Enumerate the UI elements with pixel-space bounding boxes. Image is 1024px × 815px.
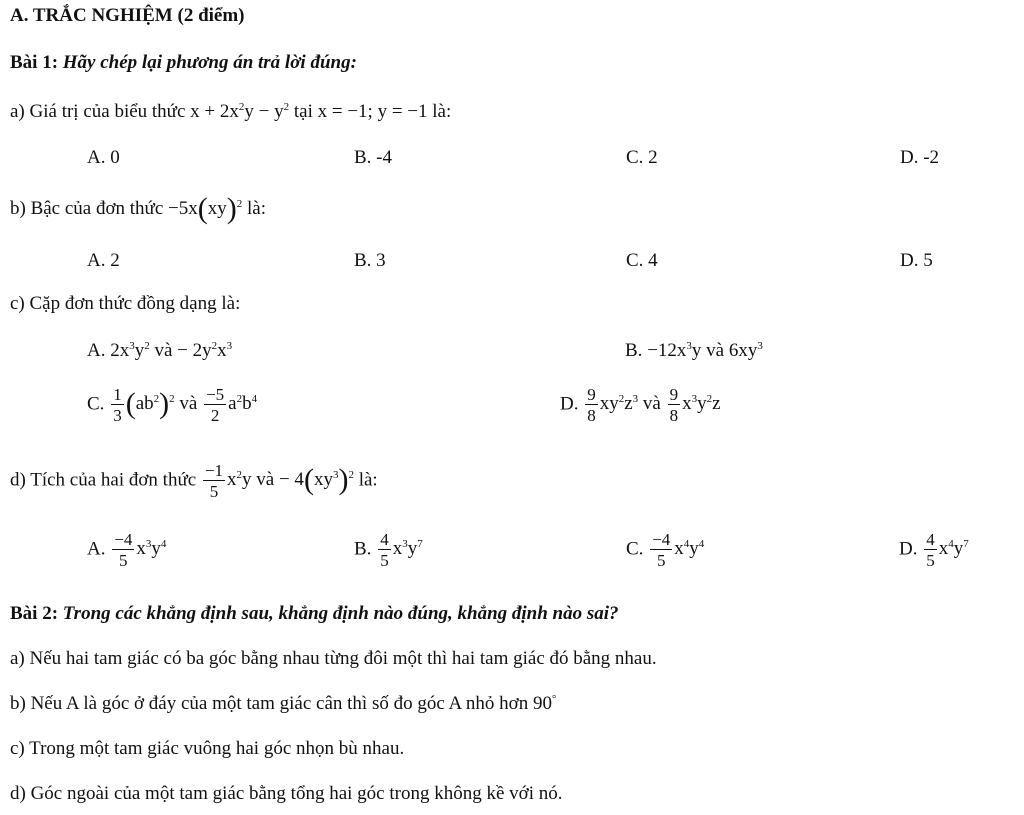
fraction: $\frac{-4}{5}$ xyxy=(652,530,671,570)
question-a xyxy=(10,100,451,124)
question-b-end: là: xyxy=(247,198,267,219)
question-d-expression: $x^2y$ và − $4(xy^3)^2$ xyxy=(227,463,354,497)
option-expression: $-12x^3y$ và $6xy^3$ xyxy=(647,340,763,361)
qa-option-d: D. -2 xyxy=(900,147,940,168)
qa-option-a: A. 0 xyxy=(87,147,120,168)
fraction: $\frac{-4}{5}$ xyxy=(114,530,133,570)
bai2-label: Bài 2: xyxy=(10,603,63,624)
expr-sup: 2 xyxy=(283,101,290,113)
qd-option-b: B. $\frac{4}{5}$ $x^3y^7$ xyxy=(354,530,423,570)
qa-option-b: B. -4 xyxy=(354,147,392,168)
qd-option-d: D. $\frac{4}{5}$ $x^4y^7$ xyxy=(899,530,969,570)
expr-sup: 2 xyxy=(238,101,245,113)
question-b-text: b) Bậc của đơn thức xyxy=(10,198,169,219)
option-label: D. xyxy=(560,393,584,415)
bai2-instruction: Trong các khẳng định sau, khẳng định nào đúng, khẳng định nào sai? xyxy=(62,603,619,624)
option-label: C. xyxy=(626,538,649,560)
fraction: $\frac{4}{5}$ xyxy=(926,530,935,570)
qc-option-c: C. $\frac{1}{3}$ $(ab^2)^2$ và $\frac{-5}{2}$ $a^2b^4$ xyxy=(87,385,258,425)
option-label: A. xyxy=(87,340,111,361)
qb-option-b: B. 3 xyxy=(354,250,386,271)
expr-part: xy xyxy=(207,198,227,219)
fraction: $\frac{9}{8}$ xyxy=(669,385,679,425)
question-d-text: d) Tích của hai đơn thức xyxy=(10,469,201,491)
angle-value: 90 xyxy=(532,693,552,714)
qd-option-c: C. $\frac{-4}{5}$ $x^4y^4$ xyxy=(626,530,705,570)
bai1-instruction: Hãy chép lại phương án trả lời đúng: xyxy=(62,52,357,73)
section-title: A. TRẮC NGHIỆM (2 điểm) xyxy=(10,5,245,26)
qc-option-d: D. $\frac{9}{8}$ $xy^2z^3$ và $\frac{9}{8}$ $x^3y^2z$ xyxy=(560,385,721,425)
option-label: A. xyxy=(87,538,111,560)
bai2-heading xyxy=(10,602,619,626)
statement-d: d) Góc ngoài của một tam giác bằng tổng hai góc trong không kề với nó. xyxy=(10,783,563,804)
question-a-expression xyxy=(190,101,289,122)
question-a-tai: tại xyxy=(293,101,318,122)
question-a-condition: x = −1; y = −1 xyxy=(317,101,428,122)
bai1-label: Bài 1: xyxy=(10,52,63,73)
question-b-expression: −5x(xy)$^2$ xyxy=(168,192,243,225)
qb-option-c: C. 4 xyxy=(626,250,658,271)
qc-option-b xyxy=(625,339,763,363)
qb-option-d: D. 5 xyxy=(900,250,933,271)
qa-option-c: C. 2 xyxy=(626,147,658,168)
option-label: C. xyxy=(87,393,110,415)
fraction: $\frac{9}{8}$ xyxy=(587,385,596,425)
expr-sup: 2 xyxy=(236,198,243,210)
fraction: $\frac{-5}{2}$ xyxy=(206,385,225,425)
expr-part: −5x xyxy=(168,198,198,219)
option-expression: $(ab^2)^2$ và xyxy=(125,387,203,421)
qd-option-a: A. $\frac{-4}{5}$ $x^3y^4$ xyxy=(87,530,167,570)
expr-part: x + 2x xyxy=(190,101,239,122)
option-expression: $xy^2z^3$ và xyxy=(599,393,666,415)
statement-b xyxy=(10,692,556,716)
question-c: c) Cặp đơn thức đồng dạng là: xyxy=(10,293,241,314)
question-b xyxy=(10,192,267,225)
expr-part: y − y xyxy=(244,101,284,122)
statement-a: a) Nếu hai tam giác có ba góc bằng nhau từng đôi một thì hai tam giác đó bằng nhau. xyxy=(10,648,657,669)
option-label: D. xyxy=(899,538,923,560)
fraction: $\frac{1}{3}$ xyxy=(113,385,122,425)
option-label: B. xyxy=(354,538,377,560)
option-expression: $2x^3y^2$ và − $2y^2x^3$ xyxy=(110,340,233,361)
fraction: $\frac{4}{5}$ xyxy=(380,530,389,570)
option-label: B. xyxy=(625,340,648,361)
qb-option-a: A. 2 xyxy=(87,250,120,271)
question-d xyxy=(10,462,378,500)
bai1-heading xyxy=(10,51,357,75)
question-a-text: a) Giá trị của biểu thức xyxy=(10,101,191,122)
degree-symbol: ° xyxy=(551,693,557,705)
question-d-end: là: xyxy=(353,469,378,491)
statement-c: c) Trong một tam giác vuông hai góc nhọn bù nhau. xyxy=(10,738,405,759)
question-a-end: là: xyxy=(427,101,452,122)
qc-option-a xyxy=(87,339,232,363)
statement-b-text: b) Nếu A là góc ở đáy của một tam giác cân thì số đo góc A nhỏ hơn xyxy=(10,693,533,714)
fraction: $\frac{-1}{5}$ xyxy=(204,461,224,501)
